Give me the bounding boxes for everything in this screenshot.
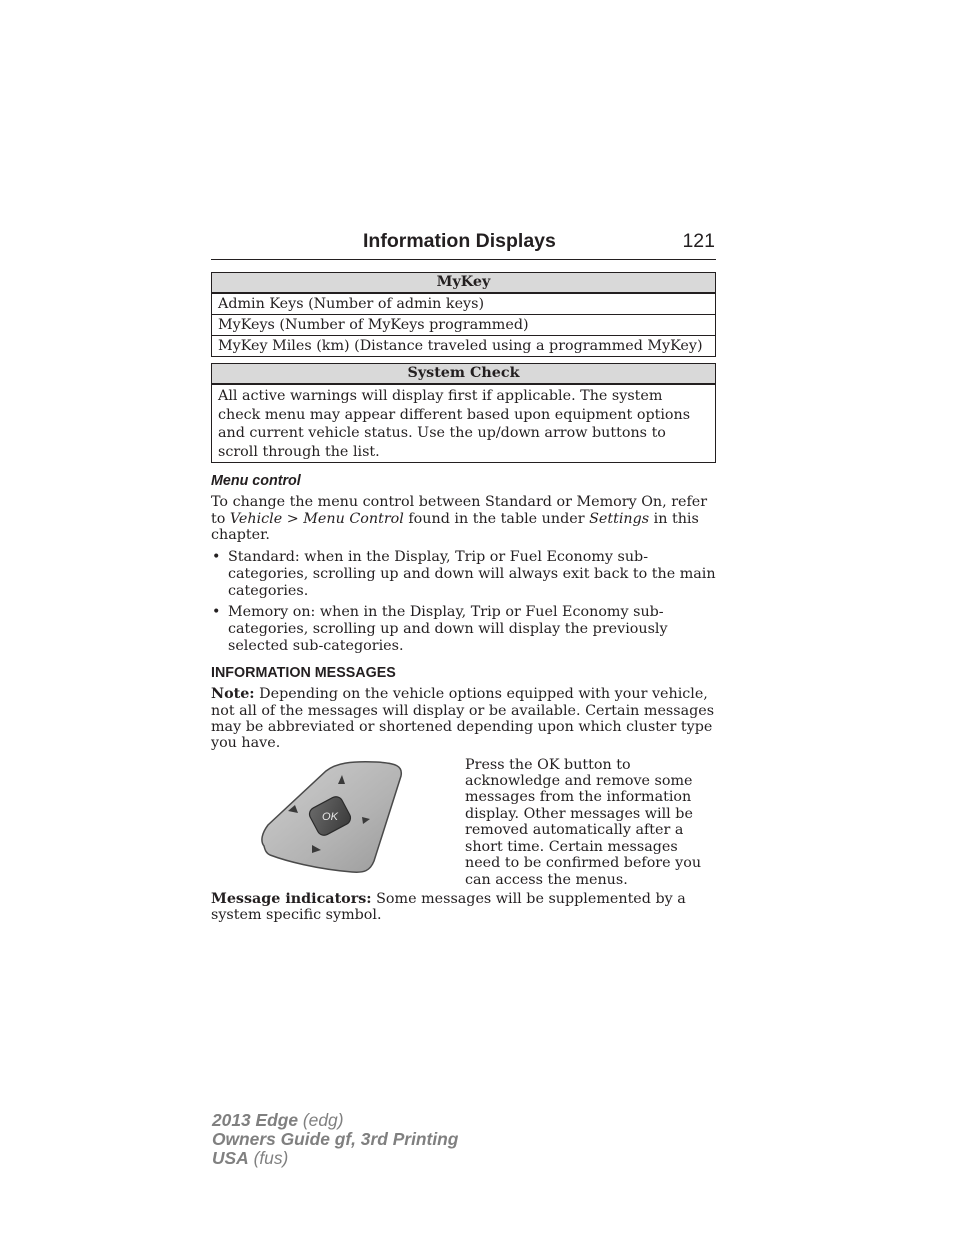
note-label: Note: xyxy=(211,686,255,703)
menu-control-heading: Menu control xyxy=(211,473,301,490)
footer-line-1 xyxy=(212,1111,458,1130)
ok-button-figure-row xyxy=(211,756,716,888)
mykey-table-heading: MyKey xyxy=(212,273,716,294)
ok-button-description: Press the OK button to acknowledge and remove some messages from the information display. Other messages will be removed automatically after a short time. Certain messages need to be confirmed before you can access the menus. xyxy=(465,756,702,888)
footer-model: 2013 Edge xyxy=(212,1110,299,1130)
message-indicators-paragraph xyxy=(211,891,716,924)
table-row: MyKey Miles (km) (Distance traveled using a programmed MyKey) xyxy=(212,336,716,357)
page-footer xyxy=(212,1111,458,1169)
page-content xyxy=(211,228,716,923)
footer-line-2 xyxy=(212,1130,458,1149)
page-header xyxy=(211,228,716,260)
list-item xyxy=(211,549,716,599)
note-paragraph xyxy=(211,686,716,751)
system-check-table xyxy=(211,363,716,463)
list-item-text: Standard: when in the Display, Trip or Fuel Economy sub-categories, scrolling up and down will always exit back to the main categories. xyxy=(228,549,716,599)
bullet-icon: • xyxy=(212,549,221,566)
footer-market-code: (fus) xyxy=(253,1148,289,1169)
section-title: Information Displays xyxy=(363,230,556,252)
intro-path: Vehicle > Menu Control xyxy=(229,510,404,527)
table-row: MyKeys (Number of MyKeys programmed) xyxy=(212,315,716,336)
mykey-table xyxy=(211,272,716,357)
bullet-icon: • xyxy=(212,604,221,621)
list-item-text: Memory on: when in the Display, Trip or Fuel Economy sub-categories, scrolling up and down will display the previously selected sub-categories. xyxy=(228,604,668,654)
menu-control-intro xyxy=(211,494,716,543)
indicators-text: Some messages will be supplemented by a system specific symbol. xyxy=(211,890,686,923)
table-row: Admin Keys (Number of admin keys) xyxy=(212,293,716,315)
footer-market: USA xyxy=(212,1148,249,1169)
intro-text: To change the menu control between Standard or Memory On, refer to xyxy=(211,494,708,527)
footer-model-code: (edg) xyxy=(302,1110,344,1130)
system-check-body: All active warnings will display first if applicable. The system check menu may appear different based upon equipment options and current vehicle status. Use the up/down arrow buttons to scroll through the list. xyxy=(212,384,716,463)
list-item xyxy=(211,604,716,654)
intro-text: found in the table under xyxy=(408,510,585,527)
ok-button-label: OK xyxy=(322,810,338,823)
footer-line-3 xyxy=(212,1149,458,1168)
intro-text: in this chapter. xyxy=(211,510,699,543)
footer-guide: Owners Guide gf, 3rd Printing xyxy=(212,1129,459,1150)
note-text: Depending on the vehicle options equipped with your vehicle, not all of the messages will display or be available. Certain messages may be abbreviated or shortened depending upon which cluster type you have. xyxy=(211,686,715,752)
page-number: 121 xyxy=(682,230,715,252)
information-messages-heading: INFORMATION MESSAGES xyxy=(211,665,396,682)
system-check-heading: System Check xyxy=(212,364,716,385)
indicators-label: Message indicators: xyxy=(211,890,372,907)
intro-settings: Settings xyxy=(589,510,650,527)
menu-control-list xyxy=(211,549,716,654)
steering-control-pad-illustration xyxy=(256,761,406,873)
